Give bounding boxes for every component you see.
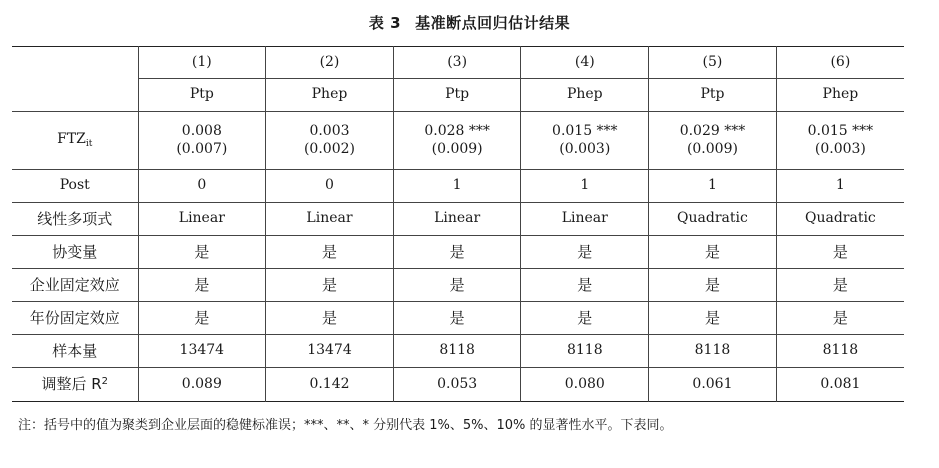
polynomial-value: Linear (393, 203, 521, 236)
firm-fe-value: 是 (393, 269, 521, 302)
coef-value: 0.028 *** (424, 123, 490, 139)
covariates-value: 是 (393, 236, 521, 269)
post-row (12, 170, 904, 203)
post-value: 1 (521, 170, 649, 203)
year-fe-value: 是 (649, 302, 777, 335)
table-caption (0, 12, 939, 33)
ftz-cell (393, 112, 521, 170)
adj-r2-value: 0.080 (521, 368, 649, 402)
covariates-value: 是 (138, 236, 266, 269)
dependent-var: Ptp (649, 79, 777, 112)
polynomial-value: Quadratic (776, 203, 904, 236)
polynomial-value: Linear (521, 203, 649, 236)
dependent-var: Ptp (393, 79, 521, 112)
row-label-firm-fe: 企业固定效应 (12, 269, 138, 302)
sample-size-value: 8118 (649, 335, 777, 368)
firm-fe-value: 是 (521, 269, 649, 302)
se-value: (0.002) (303, 140, 355, 157)
ftz-cell (266, 112, 394, 170)
dependent-var: Phep (521, 79, 649, 112)
adj-r2-value: 0.089 (138, 368, 266, 402)
r2-superscript: 2 (101, 376, 109, 388)
ftz-cell (649, 112, 777, 170)
ftz-cell (138, 112, 266, 170)
adj-r2-row (12, 368, 904, 402)
adj-r2-value: 0.061 (649, 368, 777, 402)
year-fe-row (12, 302, 904, 335)
firm-fe-row (12, 269, 904, 302)
column-number: (4) (521, 47, 649, 79)
covariates-row (12, 236, 904, 269)
year-fe-value: 是 (393, 302, 521, 335)
sample-size-value: 8118 (521, 335, 649, 368)
regression-table (12, 46, 904, 402)
column-number-row (12, 47, 904, 79)
dependent-var-row (12, 79, 904, 112)
coef-value: 0.008 (181, 123, 222, 139)
se-value: (0.003) (814, 140, 866, 157)
row-label-sample-size: 样本量 (12, 335, 138, 368)
firm-fe-value: 是 (649, 269, 777, 302)
covariates-value: 是 (521, 236, 649, 269)
year-fe-value: 是 (776, 302, 904, 335)
post-value: 1 (649, 170, 777, 203)
se-value: (0.009) (431, 140, 483, 157)
coef-value: 0.029 *** (679, 123, 746, 139)
adj-r2-label: 调整后 R (41, 375, 102, 394)
polynomial-value: Linear (266, 203, 394, 236)
coef-value: 0.003 (309, 123, 350, 139)
row-label-ftz (12, 112, 138, 170)
ftz-label: FTZ (57, 130, 86, 147)
table-number: 表 3 (368, 14, 402, 32)
se-value: (0.009) (686, 140, 738, 157)
post-value: 0 (266, 170, 394, 203)
adj-r2-value: 0.081 (776, 368, 904, 402)
row-label-polynomial: 线性多项式 (12, 203, 138, 236)
sample-size-value: 8118 (776, 335, 904, 368)
empty-header-cell (12, 47, 138, 112)
se-value: (0.007) (176, 140, 228, 157)
year-fe-value: 是 (521, 302, 649, 335)
row-label-covariates: 协变量 (12, 236, 138, 269)
covariates-value: 是 (776, 236, 904, 269)
row-label-post: Post (12, 170, 138, 203)
ftz-cell (521, 112, 649, 170)
adj-r2-value: 0.053 (393, 368, 521, 402)
year-fe-value: 是 (266, 302, 394, 335)
row-label-adj-r2 (12, 368, 138, 402)
table-title: 基准断点回归估计结果 (415, 14, 571, 32)
firm-fe-value: 是 (138, 269, 266, 302)
ftz-subscript: it (85, 138, 93, 149)
coef-value: 0.015 *** (807, 123, 874, 139)
column-number: (2) (266, 47, 394, 79)
post-value: 1 (776, 170, 904, 203)
sample-size-value: 13474 (266, 335, 394, 368)
se-value: (0.003) (559, 140, 611, 157)
adj-r2-value: 0.142 (266, 368, 394, 402)
coef-value: 0.015 *** (552, 123, 618, 139)
column-number: (1) (138, 47, 266, 79)
dependent-var: Phep (266, 79, 394, 112)
ftz-cell (776, 112, 904, 170)
post-value: 1 (393, 170, 521, 203)
firm-fe-value: 是 (776, 269, 904, 302)
polynomial-value: Quadratic (649, 203, 777, 236)
table-note: 注：括号中的值为聚类到企业层面的稳健标准误；***、**、* 分别代表 1%、5%、10% 的显著性水平。下表同。 (18, 418, 673, 433)
column-number: (5) (649, 47, 777, 79)
dependent-var: Ptp (138, 79, 266, 112)
ftz-row (12, 112, 904, 170)
sample-size-value: 13474 (138, 335, 266, 368)
polynomial-row (12, 203, 904, 236)
post-value: 0 (138, 170, 266, 203)
covariates-value: 是 (649, 236, 777, 269)
firm-fe-value: 是 (266, 269, 394, 302)
year-fe-value: 是 (138, 302, 266, 335)
sample-size-row (12, 335, 904, 368)
row-label-year-fe: 年份固定效应 (12, 302, 138, 335)
sample-size-value: 8118 (393, 335, 521, 368)
dependent-var: Phep (776, 79, 904, 112)
polynomial-value: Linear (138, 203, 266, 236)
column-number: (3) (393, 47, 521, 79)
column-number: (6) (776, 47, 904, 79)
covariates-value: 是 (266, 236, 394, 269)
